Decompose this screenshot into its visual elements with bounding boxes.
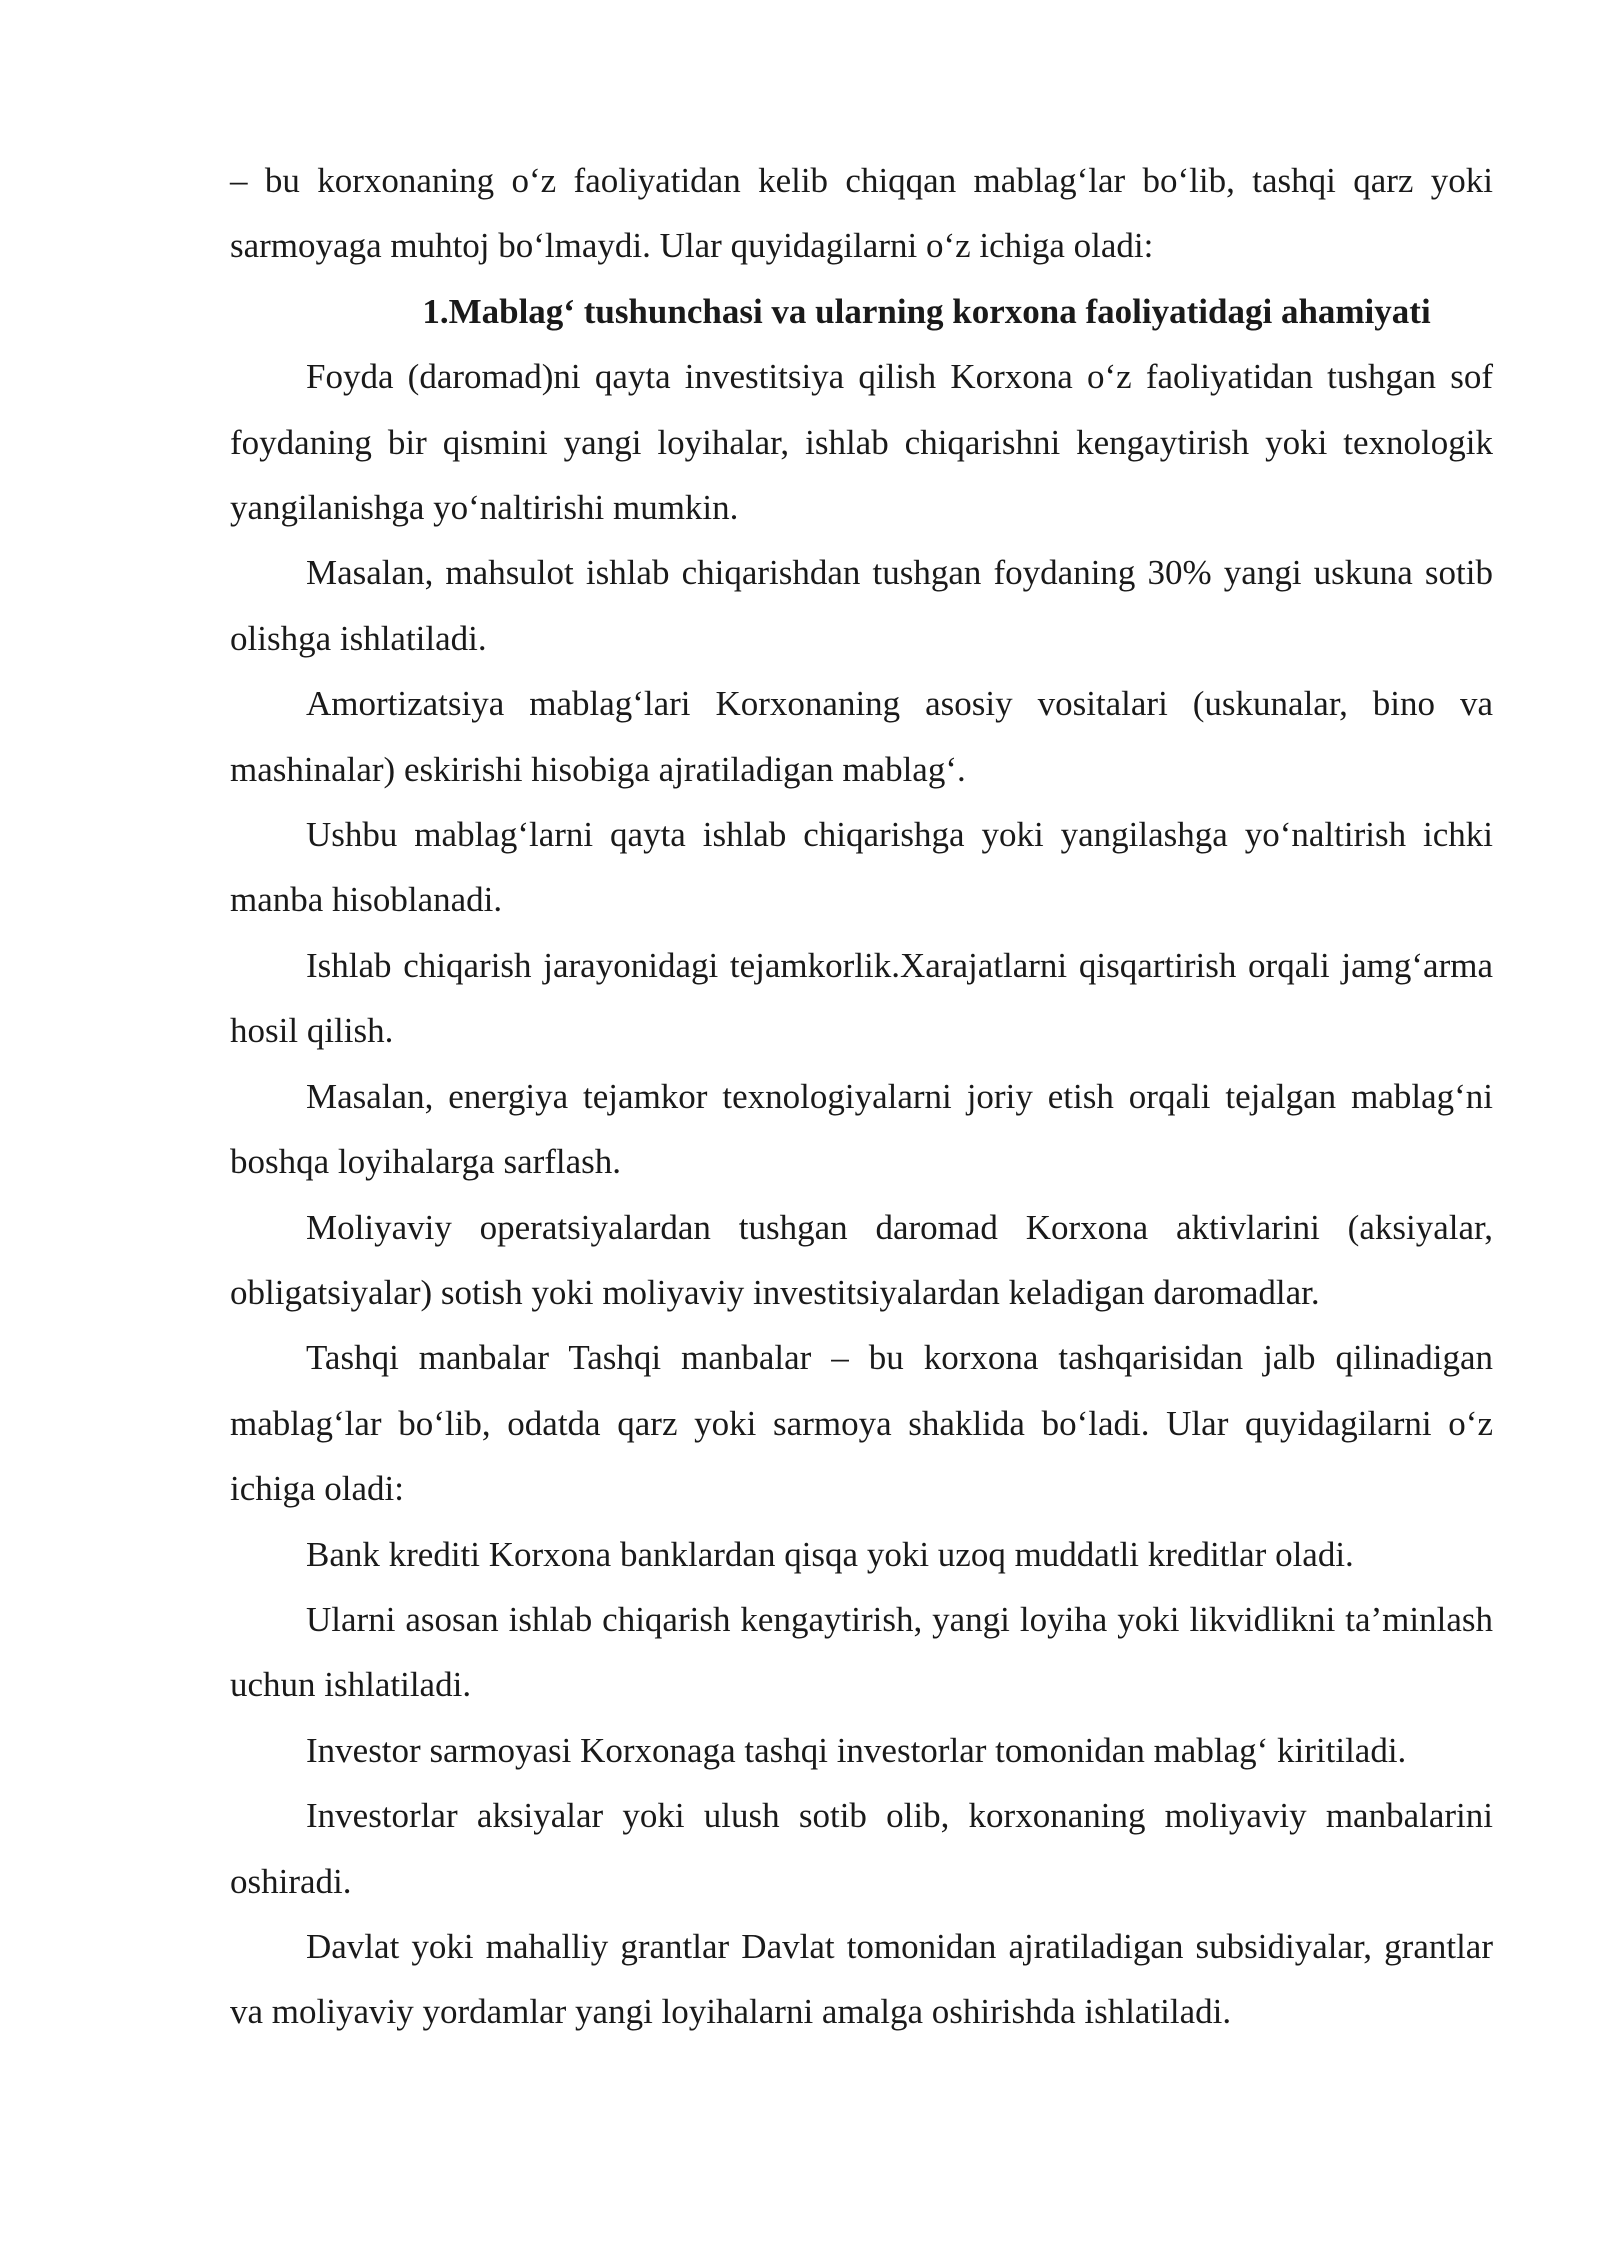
paragraph-grants: Davlat yoki mahalliy grantlar Davlat tomonidan ajratiladigan subsidiyalar, grantlar va moliyaviy yordamlar yangi loyihalarni amalga oshirishda ishlatiladi. (230, 1926, 1493, 2032)
paragraph-investor-shares: Investorlar aksiyalar yoki ulush sotib olib, korxonaning moliyaviy manbalarini oshiradi. (230, 1796, 1493, 1901)
paragraph-cost-saving-example: Masalan, energiya tejamkor texnologiyalarni joriy etish orqali tejalgan mablag‘ni boshqa loyihalarga sarflash. (230, 1076, 1493, 1182)
paragraph-reinvestment: Foyda (daromad)ni qayta investitsiya qilish Korxona o‘z faoliyatidan tushgan sof foydaning bir qismini yangi loyihalar, ishlab chiqarishni kengaytirish yoki texnologik yangilanishga yo‘naltirishi mumkin. (230, 357, 1493, 528)
paragraph-financial-operations: Moliyaviy operatsiyalardan tushgan daromad Korxona aktivlarini (aksiyalar, obligatsiyalar) sotish yoki moliyaviy investitsiyalardan keladigan daromadlar. (230, 1207, 1493, 1312)
paragraph-bank-credit-use: Ularni asosan ishlab chiqarish kengaytirish, yangi loyiha yoki likvidlikni ta’minlash uchun ishlatiladi. (230, 1599, 1493, 1705)
paragraph-bank-credit: Bank krediti Korxona banklardan qisqa yoki uzoq muddatli kreditlar oladi. (306, 1534, 1354, 1574)
paragraph-investor-capital: Investor sarmoyasi Korxonaga tashqi investorlar tomonidan mablag‘ kiritiladi. (306, 1730, 1407, 1770)
paragraph-amortization: Amortizatsiya mablag‘lari Korxonaning asosiy vositalari (uskunalar, bino va mashinalar) eskirishi hisobiga ajratiladigan mablag‘. (230, 684, 1493, 789)
paragraph-cost-saving: Ishlab chiqarish jarayonidagi tejamkorlik.Xarajatlarni qisqartirish orqali jamg‘arma hosil qilish. (230, 945, 1493, 1051)
paragraph-external-sources: Tashqi manbalar Tashqi manbalar – bu korxona tashqarisidan jalb qilinadigan mablag‘lar bo‘lib, odatda qarz yoki sarmoya shaklida bo‘ladi. Ular quyidagilarni o‘z ichiga oladi: (230, 1338, 1493, 1509)
section-heading: 1.Mablag‘ tushunchasi va ularning korxona faoliyatidagi ahamiyati (422, 291, 1431, 331)
paragraph-reinvestment-example: Masalan, mahsulot ishlab chiqarishdan tushgan foydaning 30% yangi uskuna sotib olishga ishlatiladi. (230, 553, 1493, 658)
intro-paragraph: – bu korxonaning o‘z faoliyatidan kelib chiqqan mablag‘lar bo‘lib, tashqi qarz yoki sarmoyaga muhtoj bo‘lmaydi. Ular quyidagilarni o‘z ichiga oladi: (230, 161, 1493, 266)
paragraph-amortization-use: Ushbu mablag‘larni qayta ishlab chiqarishga yoki yangilashga yo‘naltirish ichki manba hisoblanadi. (230, 815, 1493, 920)
document-body (230, 148, 1493, 2045)
